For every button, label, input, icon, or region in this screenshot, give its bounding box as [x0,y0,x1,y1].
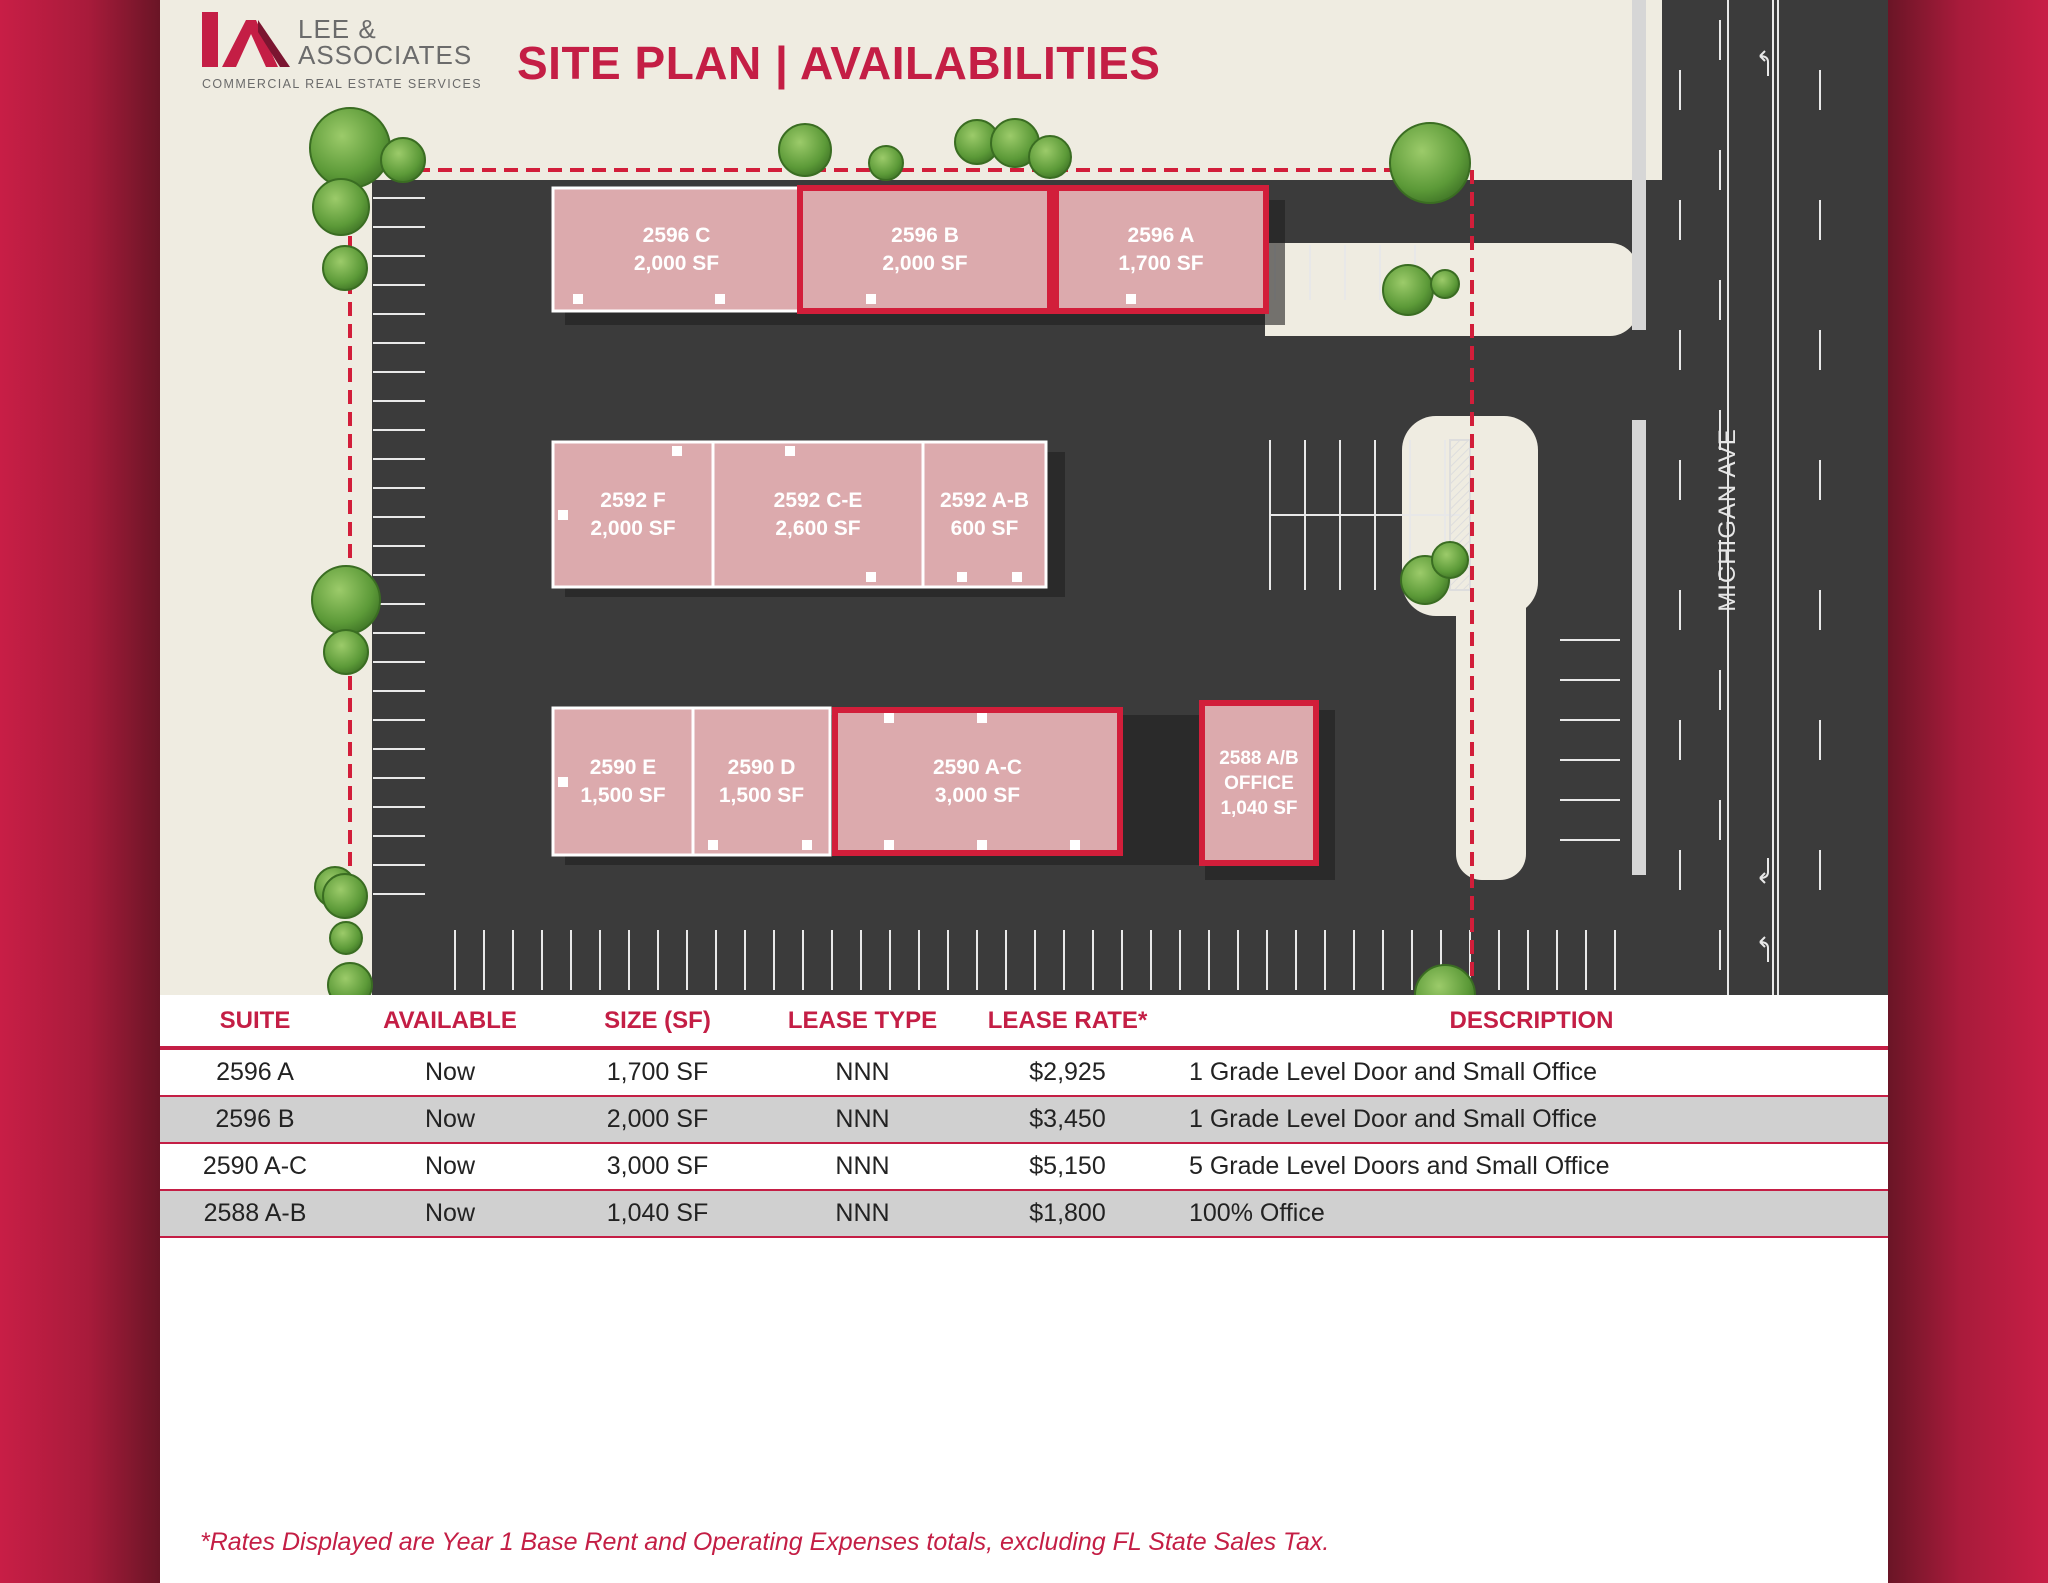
column-header-lease-type: LEASE TYPE [765,996,960,1048]
unit-size: 1,500 SF [718,783,805,807]
unit-size: 2,600 SF [775,516,861,540]
left-border-band [0,0,160,1583]
unit-id: 2590 E [589,755,657,779]
column-header-lease-rate: LEASE RATE* [960,996,1175,1048]
cell-available: Now [350,1096,550,1143]
cell-description: 1 Grade Level Door and Small Office [1175,1048,1888,1096]
company-name [298,16,472,68]
cell-size: 3,000 SF [550,1143,765,1190]
cell-lease-type: NNN [765,1143,960,1190]
cell-suite: 2588 A-B [160,1190,350,1237]
column-header-description: DESCRIPTION [1175,996,1888,1048]
cell-lease-rate: $1,800 [960,1190,1175,1237]
cell-suite: 2590 A-C [160,1143,350,1190]
site-plan [160,0,1888,995]
right-border-band [1888,0,2048,1583]
cell-size: 2,000 SF [550,1096,765,1143]
cell-available: Now [350,1048,550,1096]
cell-available: Now [350,1143,550,1190]
unit-id: 2592 A-B [939,488,1030,512]
cell-suite: 2596 B [160,1096,350,1143]
cell-description: 100% Office [1175,1190,1888,1237]
company-name-line2: ASSOCIATES [298,40,473,70]
street-label: MICHIGAN AVE [1714,428,1741,612]
table-row [160,1096,1888,1143]
company-tagline: COMMERCIAL REAL ESTATE SERVICES [202,77,483,91]
column-header-suite: SUITE [160,996,350,1048]
cell-lease-type: NNN [765,1096,960,1143]
unit-size: 2,000 SF [590,516,676,540]
availability-table [160,996,1888,1238]
unit-use: OFFICE [1224,772,1294,794]
unit-label-2592-f [553,442,713,587]
unit-size: 1,500 SF [580,783,666,807]
cell-size: 1,700 SF [550,1048,765,1096]
unit-id: 2592 C-E [773,488,863,512]
flyer-page [160,0,1888,1583]
footnote: *Rates Displayed are Year 1 Base Rent and Operating Expenses totals, excluding FL State Sales Tax. [200,1528,1330,1556]
cell-available: Now [350,1190,550,1237]
cell-lease-rate: $3,450 [960,1096,1175,1143]
unit-label-2592-a-b [923,442,1046,587]
unit-size: 600 SF [950,516,1019,540]
cell-lease-type: NNN [765,1190,960,1237]
unit-size: 3,000 SF [934,783,1021,807]
table-row [160,1190,1888,1237]
unit-id: 2596 C [642,223,711,247]
unit-id: 2588 A/B [1219,747,1299,769]
unit-id: 2590 D [727,755,796,779]
unit-id: 2596 B [891,223,959,247]
page-title: SITE PLAN | AVAILABILITIES [517,37,1161,89]
lee-associates-logo-icon [202,12,290,67]
cell-suite: 2596 A [160,1048,350,1096]
unit-id: 2592 F [600,488,666,512]
table-row [160,1143,1888,1190]
cell-size: 1,040 SF [550,1190,765,1237]
unit-label-2590-d [693,708,830,855]
unit-label-2596-a [1056,188,1266,311]
column-header-size: SIZE (SF) [550,996,765,1048]
unit-label-2596-c [553,188,800,311]
unit-size: 2,000 SF [882,251,968,275]
unit-id: 2590 A-C [932,755,1023,779]
table-header-row [160,996,1888,1048]
cell-lease-rate: $2,925 [960,1048,1175,1096]
unit-label-2590-a-c [835,710,1120,853]
unit-size: 1,040 SF [1220,797,1298,819]
table-row [160,1048,1888,1096]
unit-label-2596-b [800,188,1050,311]
unit-size: 1,700 SF [1118,251,1204,275]
company-logo [202,12,483,97]
unit-id: 2596 A [1127,223,1195,247]
company-name-line1: LEE & [298,14,377,44]
unit-label-2590-e [553,708,693,855]
unit-size: 2,000 SF [633,251,720,275]
unit-label-2588-ab [1202,703,1316,863]
cell-description: 5 Grade Level Doors and Small Office [1175,1143,1888,1190]
unit-label-2592-c-e [713,442,923,587]
column-header-available: AVAILABLE [350,996,550,1048]
cell-lease-type: NNN [765,1048,960,1096]
cell-description: 1 Grade Level Door and Small Office [1175,1096,1888,1143]
cell-lease-rate: $5,150 [960,1143,1175,1190]
